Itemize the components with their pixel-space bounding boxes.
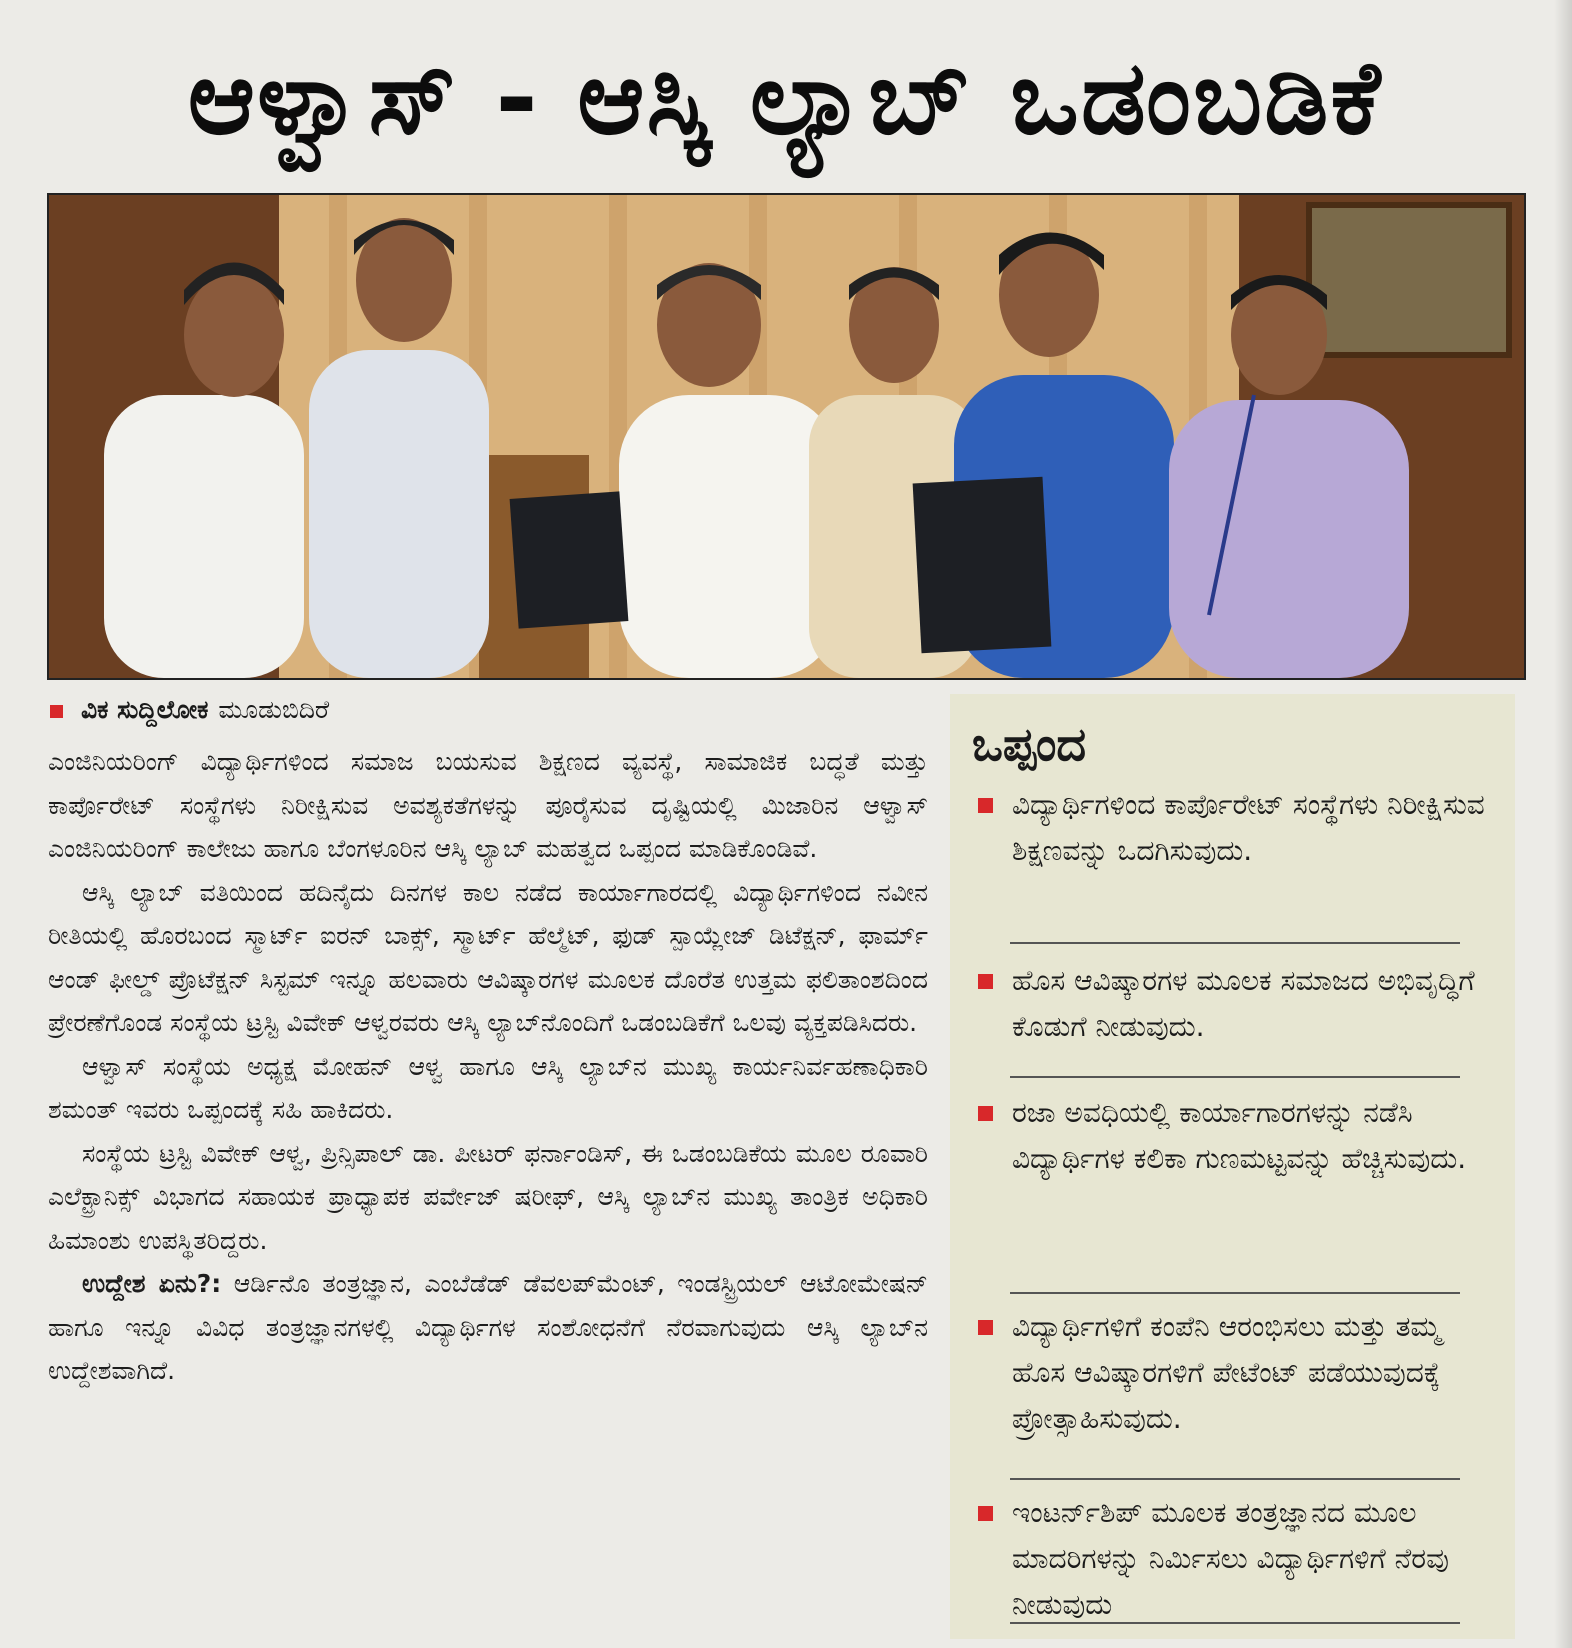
dateline-source: ವಿಕ ಸುದ್ದಿಲೋಕ (81, 695, 209, 724)
sidebar-item-1 (972, 782, 1492, 874)
red-bullet-icon (50, 705, 63, 718)
folder-right (913, 477, 1052, 654)
article-paragraph-1: ಎಂಜಿನಿಯರಿಂಗ್‌ ವಿದ್ಯಾರ್ಥಿಗಳಿಂದ ಸಮಾಜ ಬಯಸುವ ಶಿಕ್ಷಣದ ವ್ಯವಸ್ಥೆ, ಸಾಮಾಜಿಕ ಬದ್ಧತೆ ಮತ್ತು ಕಾರ್ಪೊರೇಟ್‌ ಸಂಸ್ಥೆಗಳು ನಿರೀಕ್ಷಿಸುವ ಅವಶ್ಯಕತೆಗಳನ್ನು ಪೂರೈಸುವ ದೃಷ್ಟಿಯಲ್ಲಿ ಮಿಜಾರಿನ ಆಳ್ವಾಸ್‌ ಎಂಜಿನಿಯರಿಂಗ್‌ ಕಾಲೇಜು ಹಾಗೂ ಬೆಂಗಳೂರಿನ ಆಸ್ಕಿ ಲ್ಯಾಬ್‌ ಮಹತ್ವದ ಒಪ್ಪಂದ ಮಾಡಿಕೊಂಡಿವೆ. (48, 747, 928, 863)
red-bullet-icon (978, 1320, 993, 1335)
wall-painting (1309, 205, 1509, 355)
article-body (48, 740, 928, 1393)
dateline-place: ಮೂಡುಬಿದಿರೆ (218, 695, 330, 724)
sidebar-title: ಒಪ್ಪಂದ (972, 717, 1087, 771)
article-paragraph-4: ಸಂಸ್ಥೆಯ ಟ್ರಸ್ಟಿ ವಿವೇಕ್‌ ಆಳ್ವ, ಪ್ರಿನ್ಸಿಪಾಲ್‌ ಡಾ. ಪೀಟರ್‌ ಫರ್ನಾಂಡಿಸ್‌, ಈ ಒಡಂಬಡಿಕೆಯ ಮೂಲ ರೂವಾರಿ ಎಲೆಕ್ಟ್ರಾನಿಕ್ಸ್‌ ವಿಭಾಗದ ಸಹಾಯಕ ಪ್ರಾಧ್ಯಾಪಕ ಪರ್ವೇಜ್‌ ಷರೀಫ್‌, ಆಸ್ಕಿ ಲ್ಯಾಬ್‌ನ ಮುಖ್ಯ ತಾಂತ್ರಿಕ ಅಧಿಕಾರಿ ಹಿಮಾಂಶು ಉಪಸ್ಥಿತರಿದ್ದರು. (48, 1138, 928, 1255)
headline: ಆಳ್ವಾಸ್‌ - ಆಸ್ಕಿ ಲ್ಯಾಬ್‌ ಒಡಂಬಡಿಕೆ (187, 39, 1383, 158)
news-photo (47, 193, 1526, 680)
article-paragraph-2: ಆಸ್ಕಿ ಲ್ಯಾಬ್‌ ವತಿಯಿಂದ ಹದಿನೈದು ದಿನಗಳ ಕಾಲ ನಡೆದ ಕಾರ್ಯಾಗಾರದಲ್ಲಿ ವಿದ್ಯಾರ್ಥಿಗಳಿಂದ ನವೀನ ರೀತಿಯಲ್ಲಿ ಹೊರಬಂದ ಸ್ಮಾರ್ಟ್‌ ಐರನ್‌ ಬಾಕ್ಸ್‌, ಸ್ಮಾರ್ಟ್‌ ಹೆಲ್ಮೆಟ್‌, ಫುಡ್‌ ಸ್ಪಾಯ್ಲೇಜ್‌ ಡಿಟೆಕ್ಷನ್‌, ಫಾರ್ಮ್‌ ಆಂಡ್‌ ಫೀಲ್ಡ್‌ ಪ್ರೊಟೆಕ್ಷನ್‌ ಸಿಸ್ಟಮ್‌ ಇನ್ನೂ ಹಲವಾರು ಆವಿಷ್ಕಾರಗಳ ಮೂಲಕ ದೊರೆತ ಉತ್ತಮ ಫಲಿತಾಂಶದಿಂದ ಪ್ರೇರಣೆಗೊಂಡ ಸಂಸ್ಥೆಯ ಟ್ರಸ್ಟಿ ವಿವೇಕ್‌ ಆಳ್ವರವರು ಆಸ್ಕಿ ಲ್ಯಾಬ್‌ನೊಂದಿಗೆ ಒಡಂಬಡಿಕೆಗೆ ಒಲವು ವ್ಯಕ್ತಪಡಿಸಿದರು. (48, 877, 928, 1037)
dateline (50, 692, 329, 728)
sidebar-item-text: ರಜಾ ಅವಧಿಯಲ್ಲಿ ಕಾರ್ಯಾಗಾರಗಳನ್ನು ನಡೆಸಿ ವಿದ್ಯಾರ್ಥಿಗಳ ಕಲಿಕಾ ಗುಣಮಟ್ಟವನ್ನು ಹೆಚ್ಚಿಸುವುದು. (1012, 1096, 1467, 1175)
photo-illustration (49, 195, 1524, 678)
folder-left (510, 491, 629, 628)
sidebar-divider (1010, 1622, 1460, 1624)
sidebar-item-text: ವಿದ್ಯಾರ್ಥಿಗಳಿಂದ ಕಾರ್ಪೊರೇಟ್‌ ಸಂಸ್ಥೆಗಳು ನಿರೀಕ್ಷಿಸುವ ಶಿಕ್ಷಣವನ್ನು ಒದಗಿಸುವುದು. (1012, 788, 1485, 867)
red-bullet-icon (978, 974, 993, 989)
sidebar-divider (1010, 1292, 1460, 1294)
sidebar-item-text: ಹೊಸ ಆವಿಷ್ಕಾರಗಳ ಮೂಲಕ ಸಮಾಜದ ಅಭಿವೃದ್ಧಿಗೆ ಕೊಡುಗೆ ನೀಡುವುದು. (1012, 964, 1475, 1043)
sidebar-item-2 (972, 958, 1492, 1050)
sidebar-item-4 (972, 1304, 1492, 1442)
sidebar-item-5 (972, 1490, 1492, 1628)
red-bullet-icon (978, 1506, 993, 1521)
sidebar-item-text: ವಿದ್ಯಾರ್ಥಿಗಳಿಗೆ ಕಂಪೆನಿ ಆರಂಭಿಸಲು ಮತ್ತು ತಮ್ಮ ಹೊಸ ಆವಿಷ್ಕಾರಗಳಿಗೆ ಪೇಟೆಂಟ್‌ ಪಡೆಯುವುದಕ್ಕೆ ಪ್ರೋತ್ಸಾಹಿಸುವುದು. (1012, 1310, 1441, 1435)
purpose-lead: ಉದ್ದೇಶ ಏನು?: (82, 1269, 222, 1298)
sidebar-divider (1010, 942, 1460, 944)
agreement-sidebar (950, 694, 1515, 1639)
article-paragraph-5 (48, 1262, 928, 1393)
article-paragraph-3: ಆಳ್ವಾಸ್‌ ಸಂಸ್ಥೆಯ ಅಧ್ಯಕ್ಷ ಮೋಹನ್‌ ಆಳ್ವ ಹಾಗೂ ಆಸ್ಕಿ ಲ್ಯಾಬ್‌ನ ಮುಖ್ಯ ಕಾರ್ಯನಿರ್ವಹಣಾಧಿಕಾರಿ ಶಮಂತ್‌ ಇವರು ಒಪ್ಪಂದಕ್ಕೆ ಸಹಿ ಹಾಕಿದರು. (48, 1051, 928, 1124)
sidebar-item-text: ಇಂಟರ್ನ್‌ಶಿಪ್‌ ಮೂಲಕ ತಂತ್ರಜ್ಞಾನದ ಮೂಲ ಮಾದರಿಗಳನ್ನು ನಿರ್ಮಿಸಲು ವಿದ್ಯಾರ್ಥಿಗಳಿಗೆ ನೆರವು ನೀಡುವುದು (1012, 1496, 1449, 1621)
purpose-text: ಆರ್ಡಿನೊ ತಂತ್ರಜ್ಞಾನ, ಎಂಬೆಡೆಡ್‌ ಡೆವಲಪ್‌ಮೆಂಟ್‌, ಇಂಡಸ್ಟ್ರಿಯಲ್‌ ಆಟೋಮೇಷನ್‌ ಹಾಗೂ ಇನ್ನೂ ವಿವಿಧ ತಂತ್ರಜ್ಞಾನಗಳಲ್ಲಿ ವಿದ್ಯಾರ್ಥಿಗಳ ಸಂಶೋಧನೆಗೆ ನೆರವಾಗುವುದು ಆಸ್ಕಿ ಲ್ಯಾಬ್‌ನ ಉದ್ದೇಶವಾಗಿದೆ. (48, 1269, 928, 1385)
sidebar-divider (1010, 1076, 1460, 1078)
red-bullet-icon (978, 798, 993, 813)
page-edge-shadow (1554, 0, 1572, 1648)
sidebar-divider (1010, 1478, 1460, 1480)
red-bullet-icon (978, 1106, 993, 1121)
sidebar-item-3 (972, 1090, 1492, 1182)
